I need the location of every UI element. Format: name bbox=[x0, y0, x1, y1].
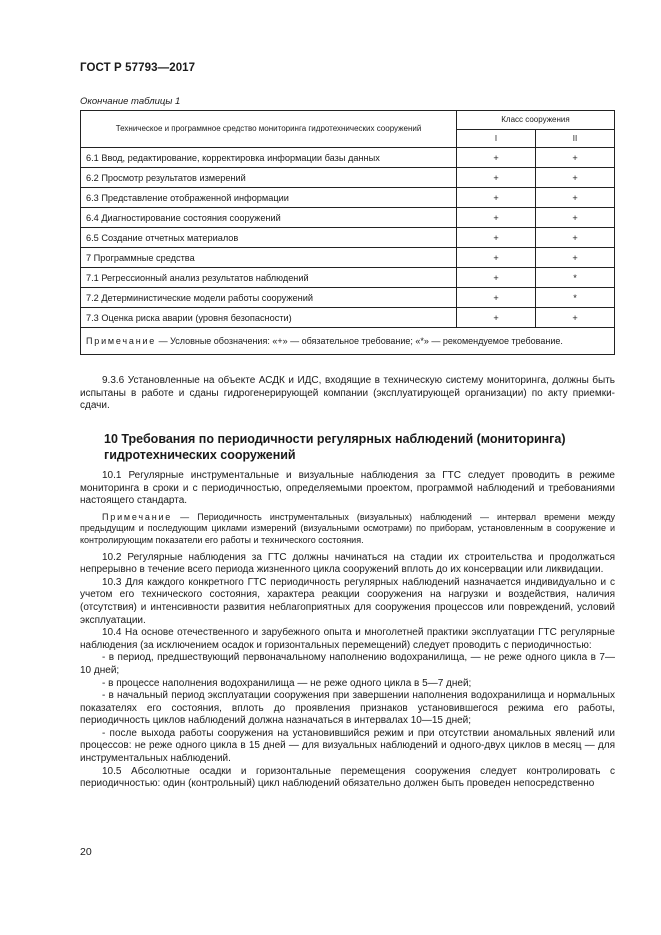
row-class-2: + bbox=[536, 168, 615, 188]
row-class-2: + bbox=[536, 248, 615, 268]
row-class-1: + bbox=[457, 228, 536, 248]
row-name: 7 Программные средства bbox=[81, 248, 457, 268]
section-10-heading: 10 Требования по периодичности регулярных наблюдений (мониторинга) гидротехнических сооружений bbox=[104, 432, 566, 462]
monitoring-table bbox=[80, 110, 615, 355]
row-class-1: + bbox=[457, 248, 536, 268]
row-class-1: + bbox=[457, 308, 536, 328]
section-10-body bbox=[80, 470, 615, 791]
list-item: - в процессе наполнения водохранилища — не реже одного цикла в 5—7 дней; bbox=[102, 677, 472, 689]
row-class-2: + bbox=[536, 148, 615, 168]
row-class-2: * bbox=[536, 288, 615, 308]
row-name: 6.5 Создание отчетных материалов bbox=[81, 228, 457, 248]
row-class-1: + bbox=[457, 188, 536, 208]
row-class-2: + bbox=[536, 308, 615, 328]
section-note bbox=[80, 512, 615, 547]
paragraph-10-2: 10.2 Регулярные наблюдения за ГТС должны начинаться на стадии их строительства и продолжаться непрерывно в течение всего периода жизненного цикла сооружений вплоть до их консервации или ликвидации. bbox=[80, 551, 615, 576]
row-class-2: + bbox=[536, 228, 615, 248]
paragraph-10-4: 10.4 На основе отечественного и зарубежного опыта и многолетней практики эксплуатации ГТС регулярные наблюдения (за исключением осадок и горизонтальных перемещений) следует проводить с периодичностью: bbox=[80, 627, 615, 651]
table-row bbox=[81, 168, 615, 188]
list-item: - после выхода работы сооружения на установившийся режим и при отсутствии аномальных явлений или процессов: не реже одного цикла в 15 дней — для визуальных наблюдений и одного-двух циклов в месяц — для инструментальных наблюдений. bbox=[80, 727, 615, 765]
row-class-1: + bbox=[457, 148, 536, 168]
paragraph-10-1: 10.1 Регулярные инструментальные и визуальные наблюдения за ГТС следует проводить в режиме мониторинга в сроки и с периодичностью, определяемыми проектом, программой наблюдений и требованиями настоящего стандарта. bbox=[80, 470, 615, 507]
table-row bbox=[81, 308, 615, 328]
note-label: Примечание bbox=[86, 336, 157, 346]
row-name: 6.4 Диагностирование состояния сооружений bbox=[81, 208, 457, 228]
table-row bbox=[81, 188, 615, 208]
table-note bbox=[81, 328, 615, 355]
row-class-1: + bbox=[457, 168, 536, 188]
list-item: - в начальный период эксплуатации сооружения при завершении наполнения водохранилища и нормальных показателях его состояния, вплоть до проявления признаков установившегося режима его работы, периодичность циклов наблюдений должна назначаться в интервалах 10—15 дней; bbox=[80, 690, 615, 727]
row-name: 7.1 Регрессионный анализ результатов наблюдений bbox=[81, 268, 457, 288]
header-tool: Техническое и программное средство мониторинга гидротехнических сооружений bbox=[81, 111, 457, 148]
note-label: Примечание bbox=[102, 511, 173, 522]
paragraph-text: 9.3.6 Установленные на объекте АСДК и ИДС, входящие в техническую систему мониторинга, должны быть испытаны в работе и сданы гидрогенерирующей компании (эксплуатирующей организации) по акту приемки-сдачи. bbox=[80, 375, 615, 412]
table-caption: Окончание таблицы 1 bbox=[80, 96, 181, 107]
note-text: — Условные обозначения: «+» — обязательное требование; «*» — рекомендуемое требование. bbox=[156, 336, 563, 346]
paragraph-10-5: 10.5 Абсолютные осадки и горизонтальные перемещения сооружения следует контролировать с периодичностью: один (контрольный) цикл наблюдений обязательно должен быть проведен непосредственно bbox=[80, 765, 615, 790]
table-row bbox=[81, 268, 615, 288]
header-class-2: II bbox=[536, 130, 615, 148]
table-row bbox=[81, 148, 615, 168]
row-class-1: + bbox=[457, 208, 536, 228]
paragraph-10-3: 10.3 Для каждого конкретного ГТС периодичность регулярных наблюдений назначается индивидуально и с учетом его технического состояния, характера реакции сооружения на нагрузки и воздействия, наличия (отсутствия) и интенсивности развития неблагоприятных для сооружения процессов или повреждений, условий эксплуатации. bbox=[80, 576, 615, 626]
table-row bbox=[81, 208, 615, 228]
list-item: - в период, предшествующий первоначальному наполнению водохранилища, — не реже одного цикла в 7—10 дней; bbox=[80, 652, 615, 676]
row-name: 6.1 Ввод, редактирование, корректировка информации базы данных bbox=[81, 148, 457, 168]
document-code: ГОСТ Р 57793—2017 bbox=[80, 62, 196, 74]
paragraph-9-3-6 bbox=[80, 375, 615, 413]
header-class-1: I bbox=[457, 130, 536, 148]
page-number: 20 bbox=[80, 846, 92, 858]
row-class-2: + bbox=[536, 188, 615, 208]
header-class: Класс сооружения bbox=[457, 111, 615, 130]
row-class-2: * bbox=[536, 268, 615, 288]
row-class-2: + bbox=[536, 208, 615, 228]
row-name: 6.2 Просмотр результатов измерений bbox=[81, 168, 457, 188]
row-name: 6.3 Представление отображенной информации bbox=[81, 188, 457, 208]
table-row bbox=[81, 248, 615, 268]
note-text: — Периодичность инструментальных (визуальных) наблюдений — интервал времени между предыдущим и последующим циклами измерений (визуальными осмотрами) по приборам, установленным в сооружение и контролирующим показатели его работы и технического состояния. bbox=[80, 511, 615, 545]
table-row bbox=[81, 228, 615, 248]
row-name: 7.3 Оценка риска аварии (уровня безопасности) bbox=[81, 308, 457, 328]
row-class-1: + bbox=[457, 268, 536, 288]
row-class-1: + bbox=[457, 288, 536, 308]
table-row bbox=[81, 288, 615, 308]
row-name: 7.2 Детерминистические модели работы сооружений bbox=[81, 288, 457, 308]
